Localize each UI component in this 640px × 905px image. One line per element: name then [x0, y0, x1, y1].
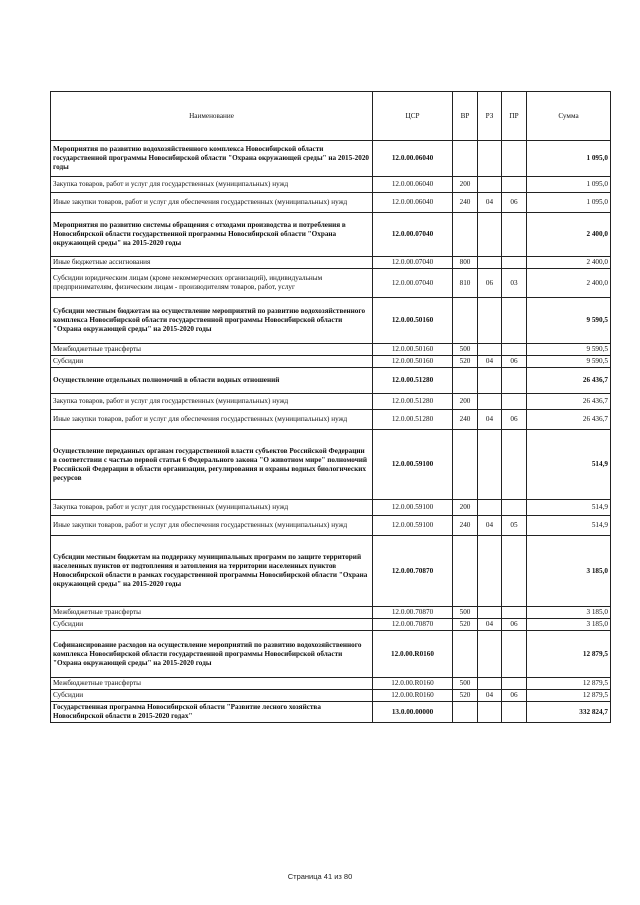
table-row	[51, 213, 611, 257]
cell-vr: 240	[453, 516, 478, 536]
table-row	[51, 356, 611, 368]
cell-sum: 2 400,0	[527, 213, 611, 257]
cell-vr	[453, 631, 478, 678]
cell-pr	[502, 430, 527, 500]
table-row	[51, 430, 611, 500]
cell-pr: 06	[502, 193, 527, 213]
cell-vr	[453, 536, 478, 607]
cell-csr: 12.0.00.07040	[373, 257, 453, 269]
cell-pr	[502, 213, 527, 257]
cell-name: Субсидии	[51, 356, 373, 368]
table-row	[51, 368, 611, 394]
cell-pr	[502, 257, 527, 269]
cell-vr	[453, 213, 478, 257]
cell-name: Иные закупки товаров, работ и услуг для обеспечения государственных (муниципальных) нужд	[51, 516, 373, 536]
cell-vr: 240	[453, 410, 478, 430]
table-row	[51, 516, 611, 536]
cell-pr	[502, 500, 527, 516]
cell-rz	[478, 607, 502, 619]
cell-name: Субсидии	[51, 690, 373, 702]
cell-rz	[478, 500, 502, 516]
cell-vr: 520	[453, 690, 478, 702]
cell-name: Субсидии местным бюджетам на поддержку муниципальных программ по защите территорий населенных пунктов от подтопления и затопления на территории населенных пунктов Новосибирской области в рамках государственной программы Новосибирской области "Охрана окружающей среды" на 2015-2020 годы	[51, 536, 373, 607]
cell-name: Закупка товаров, работ и услуг для государственных (муниципальных) нужд	[51, 394, 373, 410]
cell-sum: 1 095,0	[527, 141, 611, 177]
page-number: Страница 41 из 80	[287, 872, 353, 881]
cell-sum: 2 400,0	[527, 257, 611, 269]
cell-csr: 12.0.00.R0160	[373, 678, 453, 690]
cell-sum: 332 824,7	[527, 702, 611, 723]
table-row	[51, 141, 611, 177]
cell-sum: 26 436,7	[527, 368, 611, 394]
cell-csr: 12.0.00.70870	[373, 607, 453, 619]
cell-vr: 200	[453, 500, 478, 516]
cell-csr: 12.0.00.06040	[373, 141, 453, 177]
budget-table	[50, 91, 611, 723]
cell-vr: 500	[453, 607, 478, 619]
cell-rz	[478, 213, 502, 257]
header-sum: Сумма	[527, 92, 611, 141]
cell-sum: 12 879,5	[527, 631, 611, 678]
cell-sum: 12 879,5	[527, 678, 611, 690]
table-row	[51, 193, 611, 213]
table-row	[51, 344, 611, 356]
cell-rz	[478, 678, 502, 690]
cell-pr	[502, 344, 527, 356]
cell-name: Иные закупки товаров, работ и услуг для обеспечения государственных (муниципальных) нужд	[51, 193, 373, 213]
header-name: Наименование	[51, 92, 373, 141]
cell-csr: 12.0.00.06040	[373, 177, 453, 193]
cell-rz	[478, 430, 502, 500]
cell-csr: 12.0.00.50160	[373, 344, 453, 356]
cell-sum: 9 590,5	[527, 344, 611, 356]
cell-sum: 514,9	[527, 430, 611, 500]
cell-sum: 3 185,0	[527, 619, 611, 631]
cell-pr	[502, 141, 527, 177]
table-row	[51, 690, 611, 702]
cell-name: Субсидии местным бюджетам на осуществление мероприятий по развитию водохозяйственного комплекса Новосибирской области государственной программы Новосибирской области "Охрана окружающей среды" на 2015-2020 годы	[51, 298, 373, 344]
table-row	[51, 177, 611, 193]
header-pr: ПР	[502, 92, 527, 141]
cell-rz: 06	[478, 269, 502, 298]
header-vr: ВР	[453, 92, 478, 141]
cell-vr: 240	[453, 193, 478, 213]
cell-name: Межбюджетные трансферты	[51, 344, 373, 356]
cell-name: Закупка товаров, работ и услуг для государственных (муниципальных) нужд	[51, 177, 373, 193]
cell-name: Государственная программа Новосибирской области "Развитие лесного хозяйства Новосибирской области в 2015-2020 годах"	[51, 702, 373, 723]
cell-sum: 1 095,0	[527, 193, 611, 213]
cell-pr	[502, 368, 527, 394]
table-row	[51, 298, 611, 344]
cell-vr: 800	[453, 257, 478, 269]
cell-rz	[478, 257, 502, 269]
table-body	[51, 141, 611, 723]
table-row	[51, 269, 611, 298]
cell-name: Иные закупки товаров, работ и услуг для обеспечения государственных (муниципальных) нужд	[51, 410, 373, 430]
cell-name: Софинансирование расходов на осуществление мероприятий по развитию водохозяйственного комплекса Новосибирской области государственной программы Новосибирской области "Охрана окружающей среды" на 2015-2020 годы	[51, 631, 373, 678]
table-row	[51, 536, 611, 607]
cell-vr: 200	[453, 177, 478, 193]
cell-vr: 200	[453, 394, 478, 410]
cell-sum: 1 095,0	[527, 177, 611, 193]
cell-sum: 514,9	[527, 516, 611, 536]
cell-sum: 9 590,5	[527, 298, 611, 344]
cell-pr	[502, 394, 527, 410]
cell-name: Осуществление отдельных полномочий в области водных отношений	[51, 368, 373, 394]
cell-vr: 810	[453, 269, 478, 298]
cell-vr	[453, 298, 478, 344]
table-row	[51, 678, 611, 690]
cell-rz	[478, 394, 502, 410]
cell-rz	[478, 177, 502, 193]
cell-name: Межбюджетные трансферты	[51, 607, 373, 619]
table-row	[51, 631, 611, 678]
cell-sum: 12 879,5	[527, 690, 611, 702]
cell-csr: 12.0.00.59100	[373, 500, 453, 516]
cell-csr: 12.0.00.50160	[373, 356, 453, 368]
table-row	[51, 410, 611, 430]
cell-pr	[502, 607, 527, 619]
cell-name: Закупка товаров, работ и услуг для государственных (муниципальных) нужд	[51, 500, 373, 516]
cell-vr	[453, 368, 478, 394]
cell-pr	[502, 702, 527, 723]
cell-csr: 12.0.00.51280	[373, 410, 453, 430]
cell-vr	[453, 430, 478, 500]
cell-name: Иные бюджетные ассигнования	[51, 257, 373, 269]
cell-rz: 04	[478, 516, 502, 536]
cell-vr: 520	[453, 356, 478, 368]
cell-csr: 12.0.00.50160	[373, 298, 453, 344]
cell-sum: 26 436,7	[527, 410, 611, 430]
cell-pr	[502, 298, 527, 344]
cell-pr	[502, 536, 527, 607]
cell-pr: 03	[502, 269, 527, 298]
cell-rz	[478, 368, 502, 394]
table-row	[51, 500, 611, 516]
cell-csr: 12.0.00.07040	[373, 213, 453, 257]
cell-sum: 26 436,7	[527, 394, 611, 410]
cell-csr: 12.0.00.07040	[373, 269, 453, 298]
table-header-row	[51, 92, 611, 141]
cell-rz	[478, 631, 502, 678]
cell-vr: 520	[453, 619, 478, 631]
cell-csr: 12.0.00.70870	[373, 536, 453, 607]
cell-vr	[453, 141, 478, 177]
cell-vr	[453, 702, 478, 723]
header-rz: РЗ	[478, 92, 502, 141]
cell-sum: 9 590,5	[527, 356, 611, 368]
cell-name: Мероприятия по развитию водохозяйственного комплекса Новосибирской области государственной программы Новосибирской области "Охрана окружающей среды" на 2015-2020 годы	[51, 141, 373, 177]
cell-rz: 04	[478, 690, 502, 702]
cell-csr: 12.0.00.59100	[373, 516, 453, 536]
cell-rz	[478, 298, 502, 344]
cell-csr: 12.0.00.R0160	[373, 690, 453, 702]
table-row	[51, 257, 611, 269]
cell-pr: 05	[502, 516, 527, 536]
cell-pr	[502, 631, 527, 678]
table-row	[51, 607, 611, 619]
cell-csr: 12.0.00.51280	[373, 368, 453, 394]
cell-pr: 06	[502, 410, 527, 430]
table-row	[51, 394, 611, 410]
cell-vr: 500	[453, 344, 478, 356]
cell-pr: 06	[502, 690, 527, 702]
cell-csr: 12.0.00.06040	[373, 193, 453, 213]
cell-sum: 3 185,0	[527, 536, 611, 607]
header-csr: ЦСР	[373, 92, 453, 141]
cell-pr: 06	[502, 356, 527, 368]
cell-name: Осуществление переданных органам государственной власти субъектов Российской Федерации в соответствии с частью первой статьи 6 Федерального закона "О животном мире" полномочий Российской Федерации в области организации, регулирования и охраны водных биологических ресурсов	[51, 430, 373, 500]
cell-rz	[478, 536, 502, 607]
cell-pr	[502, 678, 527, 690]
cell-sum: 3 185,0	[527, 607, 611, 619]
cell-sum: 2 400,0	[527, 269, 611, 298]
cell-csr: 12.0.00.R0160	[373, 631, 453, 678]
cell-rz: 04	[478, 356, 502, 368]
cell-csr: 12.0.00.51280	[373, 394, 453, 410]
cell-name: Субсидии юридическим лицам (кроме некоммерческих организаций), индивидуальным предпринимателям, физическим лицам - производителям товаров, работ, услуг	[51, 269, 373, 298]
cell-pr	[502, 177, 527, 193]
cell-name: Мероприятия по развитию системы обращения с отходами производства и потребления в Новосибирской области государственной программы Новосибирской области "Охрана окружающей среды" на 2015-2020 годы	[51, 213, 373, 257]
cell-csr: 12.0.00.70870	[373, 619, 453, 631]
cell-rz: 04	[478, 410, 502, 430]
cell-rz: 04	[478, 193, 502, 213]
cell-rz	[478, 141, 502, 177]
cell-rz	[478, 702, 502, 723]
cell-rz	[478, 344, 502, 356]
cell-pr: 06	[502, 619, 527, 631]
cell-sum: 514,9	[527, 500, 611, 516]
cell-name: Межбюджетные трансферты	[51, 678, 373, 690]
cell-csr: 12.0.00.59100	[373, 430, 453, 500]
cell-name: Субсидии	[51, 619, 373, 631]
table-row	[51, 702, 611, 723]
cell-csr: 13.0.00.00000	[373, 702, 453, 723]
cell-vr: 500	[453, 678, 478, 690]
table-row	[51, 619, 611, 631]
cell-rz: 04	[478, 619, 502, 631]
